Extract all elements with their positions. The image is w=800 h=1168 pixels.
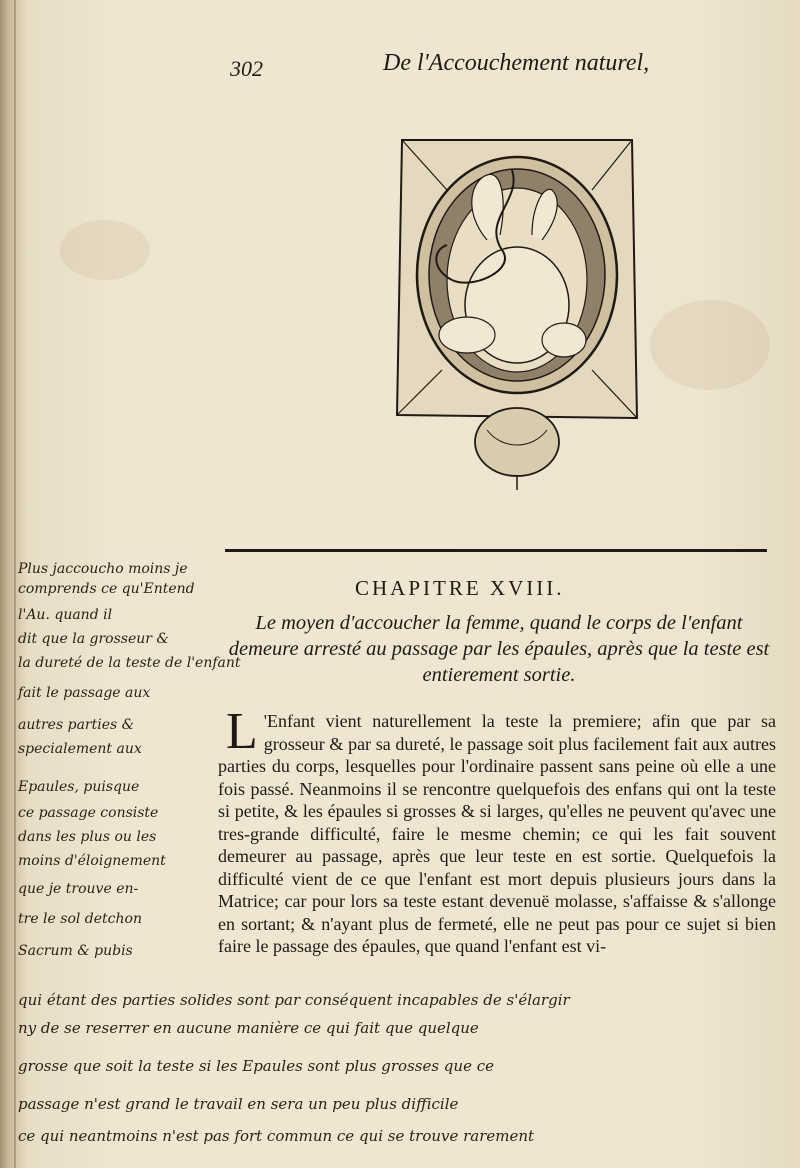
margin-note-line: dit que la grosseur &	[18, 631, 169, 647]
bottom-note-line: passage n'est grand le travail en sera un peu plus difficile	[18, 1095, 459, 1113]
margin-note-line: Sacrum & pubis	[18, 943, 133, 959]
body-text: 'Enfant vient naturellement la teste la premiere; afin que par sa grosseur & par sa dureté, le passage soit plus facilement fait aux autres parties du corps, lesquelles pour l'ordinaire passent sans peine où elle a une fois passé. Neanmoins il se rencontre quelquefois des enfans qui ont la teste si petite, & les épaules si grosses & si larges, qu'elles ne peuvent qu'avec une tres-grande difficulté, faire le mesme chemin; ce qui les fait souvent demeurer au passage, après que leur teste en est sortie. Quelquefois la difficulté vient de ce que l'enfant est mort depuis plusieurs jours dans la Matrice; car pour lors sa teste estant devenuë molasse, s'affaisse & s'allonge en sortant; & n'ayant plus de fermeté, elle ne peut pas pour ce sujet si bien faire le passage des épaules, que quand l'enfant est vi-	[218, 711, 776, 956]
body-paragraph	[218, 703, 776, 958]
margin-note-line: Plus jaccoucho moins je	[18, 561, 188, 577]
margin-note-line: ce passage consiste	[18, 805, 159, 821]
margin-note-line: la dureté de la teste de l'enfant	[18, 655, 241, 671]
margin-note-line: moins d'éloignement	[18, 853, 166, 869]
chapter-rule	[225, 549, 767, 552]
chapter-title: Le moyen d'accoucher la femme, quand le corps de l'enfant demeure arresté au passage par les épaules, après que la teste est entierement sortie.	[228, 612, 770, 686]
margin-note-line: l'Au. quand il	[18, 607, 113, 623]
paper-stain	[650, 300, 770, 390]
paper-stain	[60, 220, 150, 280]
engraving-illustration	[392, 130, 642, 490]
running-head	[0, 50, 800, 86]
bottom-note-line: ny de se reserrer en aucune manière ce qui fait que quelque	[18, 1019, 479, 1037]
margin-note-line: comprends ce qu'Entend	[18, 581, 195, 597]
margin-note-line: tre le sol detchon	[18, 911, 142, 927]
margin-note-line: fait le passage aux	[18, 685, 151, 701]
margin-note-line: autres parties &	[18, 717, 135, 733]
bottom-note-line: qui étant des parties solides sont par conséquent incapables de s'élargir	[18, 991, 570, 1009]
drop-cap: L	[226, 703, 258, 760]
chapter-heading: CHAPITRE XVIII.	[355, 576, 565, 600]
bottom-note-line: ce qui neantmoins n'est pas fort commun ce qui se trouve rarement	[18, 1127, 535, 1145]
margin-note-line: specialement aux	[18, 741, 142, 757]
margin-note-line: dans les plus ou les	[18, 829, 157, 845]
bottom-note-line: grosse que soit la teste si les Epaules sont plus grosses que ce	[18, 1057, 494, 1075]
margin-note-line: Epaules, puisque	[18, 779, 140, 795]
margin-note-line: que je trouve en-	[18, 881, 139, 897]
page-number: 302	[230, 56, 263, 81]
uterus-engraving	[397, 140, 637, 490]
binding-gutter	[14, 0, 16, 1168]
running-title: De l'Accouchement naturel,	[383, 50, 650, 76]
